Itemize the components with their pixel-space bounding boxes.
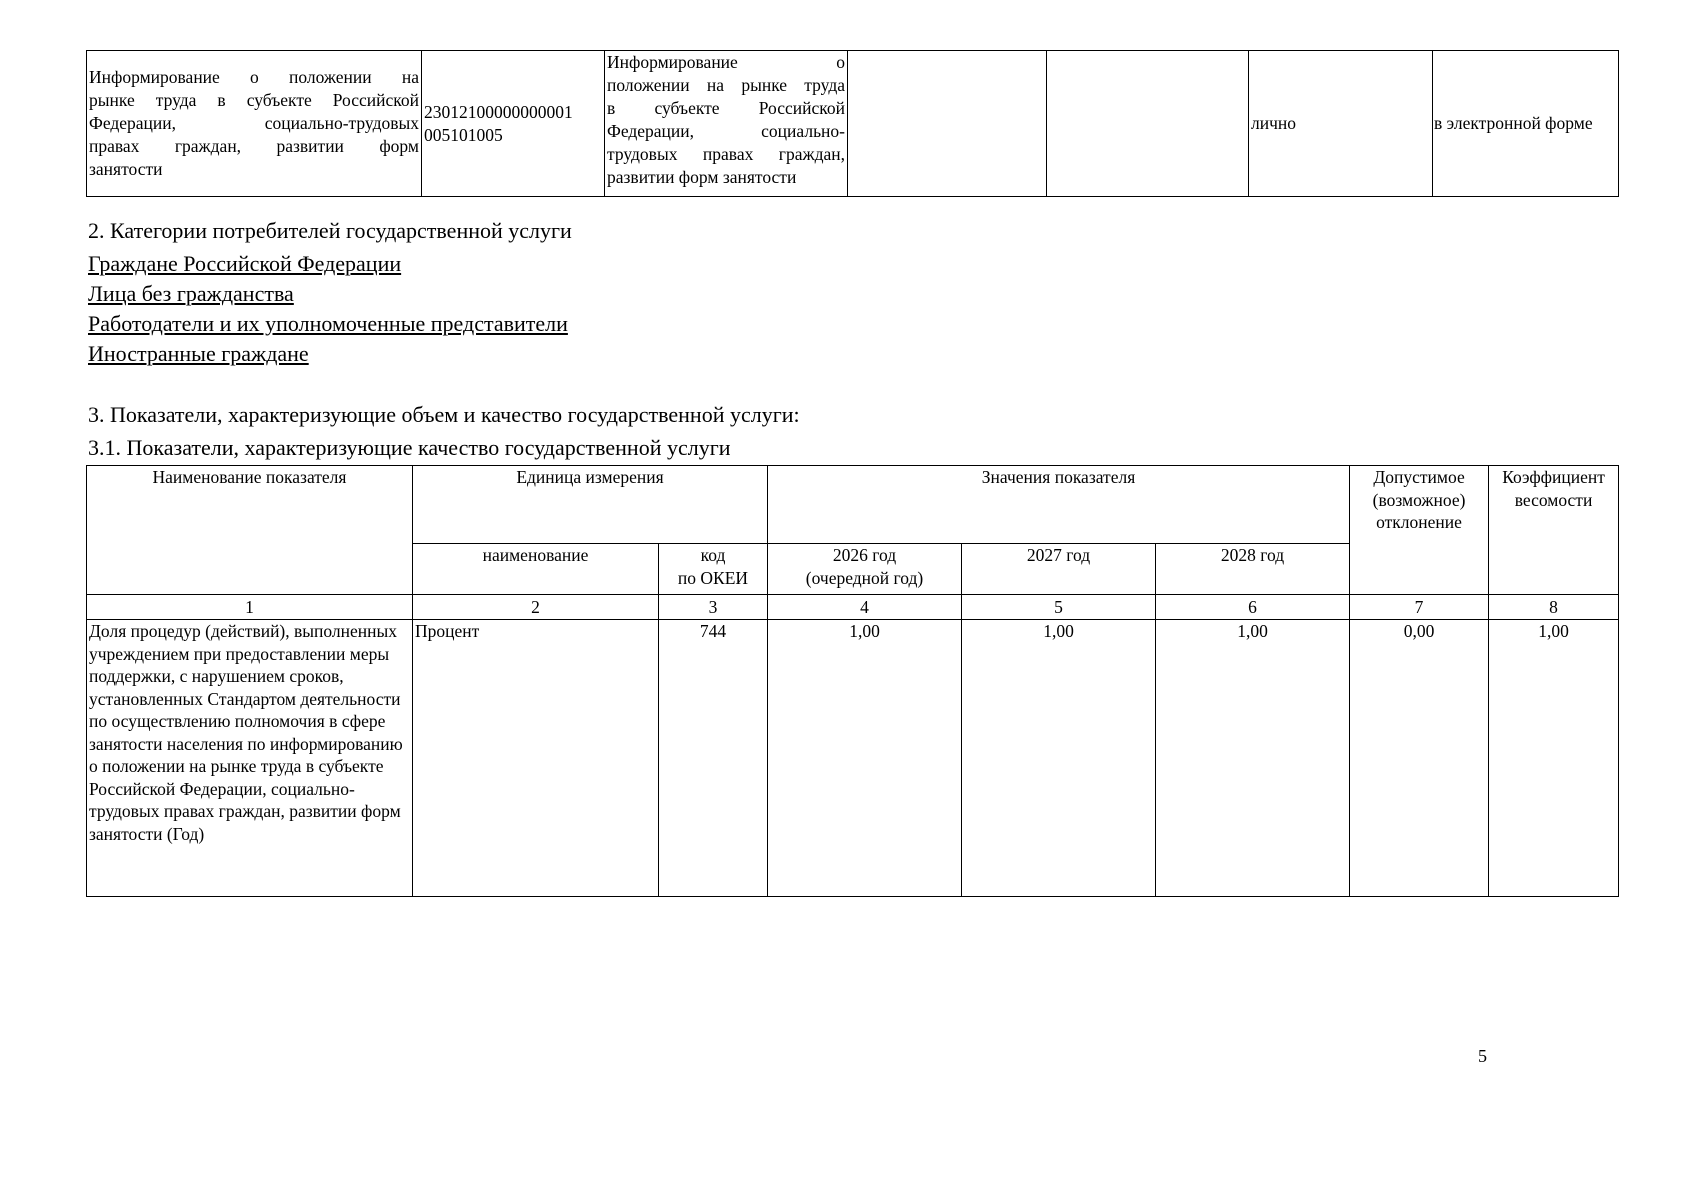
registry-code-line: 23012100000000001 [424, 101, 573, 122]
page-number: 5 [1478, 1046, 1487, 1066]
column-number-row [87, 595, 1619, 620]
column-number: 2 [413, 595, 659, 620]
column-number: 1 [87, 595, 413, 620]
header-values: Значения показателя [768, 466, 1350, 544]
header-year-2026 [768, 544, 962, 595]
service-content-line: положении на рынке труда [607, 75, 845, 95]
service-name-line: Федерации, социально-трудовых [89, 113, 419, 133]
header-unit-name: наименование [413, 544, 659, 595]
section31-title: 3.1. Показатели, характеризующие качество государственной услуги [88, 435, 731, 460]
empty-cell [1047, 51, 1249, 197]
service-name-line: правах граждан, развитии форм [89, 136, 419, 156]
service-content-line: трудовых правах граждан, [607, 144, 845, 164]
header-deviation: Допустимое (возможное) отклонение [1350, 466, 1489, 595]
header-year-line: 2026 год [832, 545, 897, 565]
service-content-cell [605, 51, 848, 197]
section3-title: 3. Показатели, характеризующие объем и качество государственной услуги: [88, 402, 800, 427]
service-name-line: занятости [89, 159, 163, 179]
value-2028-cell: 1,00 [1156, 620, 1350, 897]
unit-name-cell: Процент [413, 620, 659, 897]
service-name-cell [87, 51, 422, 197]
column-number: 7 [1350, 595, 1489, 620]
value-2027-cell: 1,00 [962, 620, 1156, 897]
table-header-row [87, 466, 1619, 544]
header-okei-line: по ОКЕИ [677, 567, 749, 588]
delivery-method-cell: лично [1249, 51, 1433, 197]
quality-indicators-table [86, 465, 1619, 897]
empty-cell [848, 51, 1047, 197]
column-number: 5 [962, 595, 1156, 620]
service-content-line: в субъекте Российской [607, 98, 845, 118]
header-okei [659, 544, 768, 595]
consumer-category-item: Работодатели и их уполномоченные представители [88, 311, 568, 336]
service-content-line: развитии форм занятости [607, 167, 797, 187]
service-name-line: рынке труда в субъекте Российской [89, 90, 419, 110]
service-content-line: Федерации, социально- [607, 121, 845, 141]
column-number: 8 [1489, 595, 1619, 620]
service-table [86, 50, 1619, 197]
weight-cell: 1,00 [1489, 620, 1619, 897]
indicator-name-cell: Доля процедур (действий), выполненных учреждением при предоставлении меры поддержки, с нарушением сроков, установленных Стандартом деятельности по осуществлению полномочия в сфере занятости населения по информированию о положении на рынке труда в субъекте Российской Федерации, социально-трудовых правах граждан, развитии форм занятости (Год) [87, 620, 413, 897]
table-row [87, 51, 1619, 197]
service-content-line: Информирование о [607, 52, 845, 72]
service-name-line: Информирование о положении на [89, 67, 419, 87]
registry-code-cell [422, 51, 605, 197]
column-number: 3 [659, 595, 768, 620]
consumer-category-item: Лица без гражданства [88, 281, 294, 306]
header-indicator: Наименование показателя [87, 466, 413, 595]
consumer-category-item: Иностранные граждане [88, 341, 309, 366]
section2-title: 2. Категории потребителей государственной услуги [88, 218, 572, 243]
consumer-category-item: Граждане Российской Федерации [88, 251, 402, 276]
value-2026-cell: 1,00 [768, 620, 962, 897]
okei-code-cell: 744 [659, 620, 768, 897]
header-weight: Коэффициент весомости [1489, 466, 1619, 595]
deviation-cell: 0,00 [1350, 620, 1489, 897]
column-number: 4 [768, 595, 962, 620]
header-year-line: (очередной год) [805, 567, 924, 588]
header-okei-line: код [700, 545, 726, 565]
header-year-2027: 2027 год [962, 544, 1156, 595]
delivery-form-cell: в электронной форме [1433, 51, 1619, 197]
column-number: 6 [1156, 595, 1350, 620]
header-year-2028: 2028 год [1156, 544, 1350, 595]
registry-code-line: 005101005 [424, 124, 503, 145]
table-row [87, 620, 1619, 897]
header-unit: Единица измерения [413, 466, 768, 544]
